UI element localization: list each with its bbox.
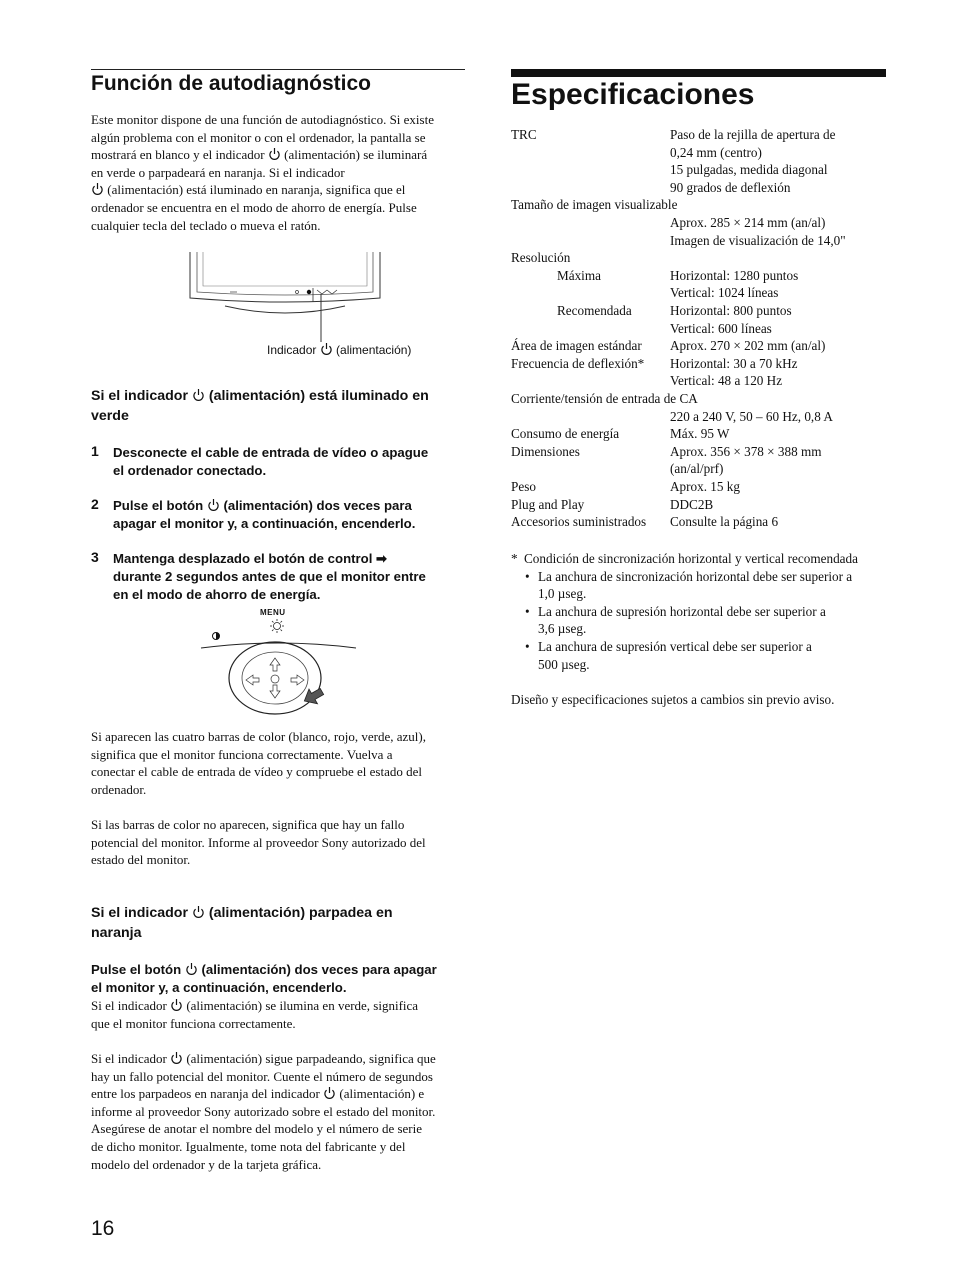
menu-label: MENU xyxy=(260,608,286,617)
power-icon xyxy=(320,342,333,356)
blinking-paragraph: Si el indicador (alimentación) sigue parpadeando, significa que hay un fallo potencial del monitor. Cuente el número de segundos entre los parpadeos en naranja del indicador (alimentación) e informe al proveedor Sony autorizado sobre el estado del monitor. Asegúrese de anotar el nombre del modelo y el número de serie de dicho monitor. Igualmente, tome nota del fabricante y del modelo del ordenador y de la tarjeta gráfica. xyxy=(91,1051,436,1172)
contrast-icon xyxy=(213,633,220,640)
spec-value: Paso de la rejilla de apertura de xyxy=(670,127,836,142)
subsection-heading: Si el indicador (alimentación) está iluminado en verde xyxy=(91,388,429,424)
footnote: Condición de sincronización horizontal y vertical recomendada xyxy=(524,551,858,566)
spec-value: Máx. 95 W xyxy=(670,426,730,442)
bullet-text: La anchura de supresión horizontal debe ser superior a xyxy=(538,603,826,619)
power-icon xyxy=(185,962,198,976)
text-line: ordenador se encuentra en el modo de ahorro de energía. Pulse xyxy=(91,199,417,215)
bullet-icon: • xyxy=(525,603,530,619)
spec-label: Corriente/tensión de entrada de CA xyxy=(511,391,698,406)
step-text: Pulse el botón (alimentación) dos veces para apagar el monitor y, a continuación, encenderlo. xyxy=(113,498,416,531)
spec-value: Aprox. 15 kg xyxy=(670,479,740,494)
notice: Diseño y especificaciones sujetos a cambios sin previo aviso. xyxy=(511,692,835,707)
section-title: Función de autodiagnóstico xyxy=(91,72,371,95)
power-icon xyxy=(323,1086,336,1100)
power-icon xyxy=(170,998,183,1012)
step-number: 2 xyxy=(91,496,99,512)
spec-value: Consulte la página 6 xyxy=(670,514,779,530)
spec-label: Accesorios suministrados xyxy=(511,514,647,530)
step-number: 3 xyxy=(91,549,99,565)
power-icon xyxy=(170,1051,183,1065)
subsection-heading: Si el indicador (alimentación) parpadea en naranja xyxy=(91,905,393,941)
spec-label: Área de imagen estándar xyxy=(511,338,642,354)
section-bar xyxy=(511,69,886,77)
bullet-icon: • xyxy=(525,639,530,654)
colour-bars-ok-paragraph: Si aparecen las cuatro barras de color (blanco, rojo, verde, azul), significa que el monitor funciona correctamente. Vuelva a conectar el cable de entrada de vídeo y compruebe el estado del ordenador. xyxy=(91,729,426,797)
text-line: en verde o parpadeará en naranja. Si el indicador xyxy=(91,164,345,180)
colour-bars-fail-paragraph: Si las barras de color no aparecen, significa que hay un fallo potencial del monitor. Informe al proveedor Sony autorizado del estado del monitor. xyxy=(91,817,426,868)
spec-value: Vertical: 48 a 120 Hz xyxy=(670,373,783,389)
spec-value: 220 a 240 V, 50 – 60 Hz, 0,8 A xyxy=(670,408,833,424)
bullet-text: 3,6 µseg. xyxy=(538,621,587,637)
spec-label: Frecuencia de deflexión* xyxy=(511,355,645,371)
spec-value: Aprox. 285 × 214 mm (an/al) xyxy=(670,215,826,230)
spec-value: Imagen de visualización de 14,0" xyxy=(670,232,846,248)
spec-value: 90 grados de deflexión xyxy=(670,179,791,195)
result-paragraph: Si el indicador (alimentación) se ilumina en verde, significa que el monitor funciona correctamente. xyxy=(91,998,419,1031)
bullet-text: 1,0 µseg. xyxy=(538,586,587,602)
text-line: Este monitor dispone de una función de autodiagnóstico. Si existe xyxy=(91,112,434,127)
bullet-text: La anchura de supresión vertical debe ser superior a xyxy=(538,639,812,654)
step-number: 1 xyxy=(91,443,99,459)
specifications-title: Especificaciones xyxy=(511,78,755,111)
intro-paragraph xyxy=(91,111,471,234)
bullet-text: 500 µseg. xyxy=(538,656,590,672)
page-number: 16 xyxy=(91,1217,115,1240)
figure-caption: Indicador (alimentación) xyxy=(267,343,412,357)
spec-value: 0,24 mm (centro) xyxy=(670,144,762,160)
step-text: Mantenga desplazado el botón de control ➡ durante 2 segundos antes de que el monitor entre en el modo de ahorro de energía. xyxy=(113,551,426,602)
instruction-bold: Pulse el botón (alimentación) dos veces para apagar el monitor y, a continuación, encenderlo. xyxy=(91,962,437,995)
text-line: (alimentación) está iluminado en naranja, significa que el xyxy=(91,181,471,199)
spec-label: Tamaño de imagen visualizable xyxy=(511,197,678,213)
spec-label: Plug and Play xyxy=(511,496,585,512)
power-icon xyxy=(268,147,281,161)
control-button-figure xyxy=(198,616,360,716)
spec-value: Vertical: 1024 líneas xyxy=(670,285,779,301)
monitor-indicator-figure xyxy=(185,250,385,345)
spec-label: Máxima xyxy=(557,267,601,283)
spec-label: TRC xyxy=(511,127,537,142)
spec-value: Aprox. 270 × 202 mm (an/al) xyxy=(670,338,826,354)
text-line: algún problema con el monitor o con el ordenador, la pantalla se xyxy=(91,129,426,145)
spec-label: Dimensiones xyxy=(511,443,580,459)
section-rule xyxy=(91,69,465,70)
spec-value: Horizontal: 30 a 70 kHz xyxy=(670,355,798,371)
spec-value: Aprox. 356 × 378 × 388 mm xyxy=(670,443,822,459)
spec-label: Recomendada xyxy=(557,303,632,318)
power-icon xyxy=(192,388,205,402)
spec-value: Horizontal: 800 puntos xyxy=(670,303,792,318)
power-icon xyxy=(207,498,220,512)
footnote-mark: * xyxy=(511,551,518,566)
step-text: Desconecte el cable de entrada de vídeo o apague el ordenador conectado. xyxy=(113,445,429,478)
text-line: mostrará en blanco y el indicador (alimentación) se iluminará xyxy=(91,147,428,163)
spec-value: DDC2B xyxy=(670,496,714,512)
spec-value: Vertical: 600 líneas xyxy=(670,320,772,336)
text-line: cualquier tecla del teclado o mueva el ratón. xyxy=(91,217,321,233)
power-icon xyxy=(192,905,205,919)
bullet-icon: • xyxy=(525,568,530,584)
spec-value: 15 pulgadas, medida diagonal xyxy=(670,162,828,178)
bullet-text: La anchura de sincronización horizontal debe ser superior a xyxy=(538,568,853,584)
spec-label: Consumo de energía xyxy=(511,426,620,442)
power-icon xyxy=(91,182,104,196)
spec-label: Resolución xyxy=(511,250,571,266)
brightness-icon xyxy=(270,619,284,633)
spec-value: Horizontal: 1280 puntos xyxy=(670,267,799,283)
spec-value: (an/al/prf) xyxy=(670,461,724,477)
arrow-right-icon: ➡ xyxy=(376,551,388,566)
spec-label: Peso xyxy=(511,479,536,494)
